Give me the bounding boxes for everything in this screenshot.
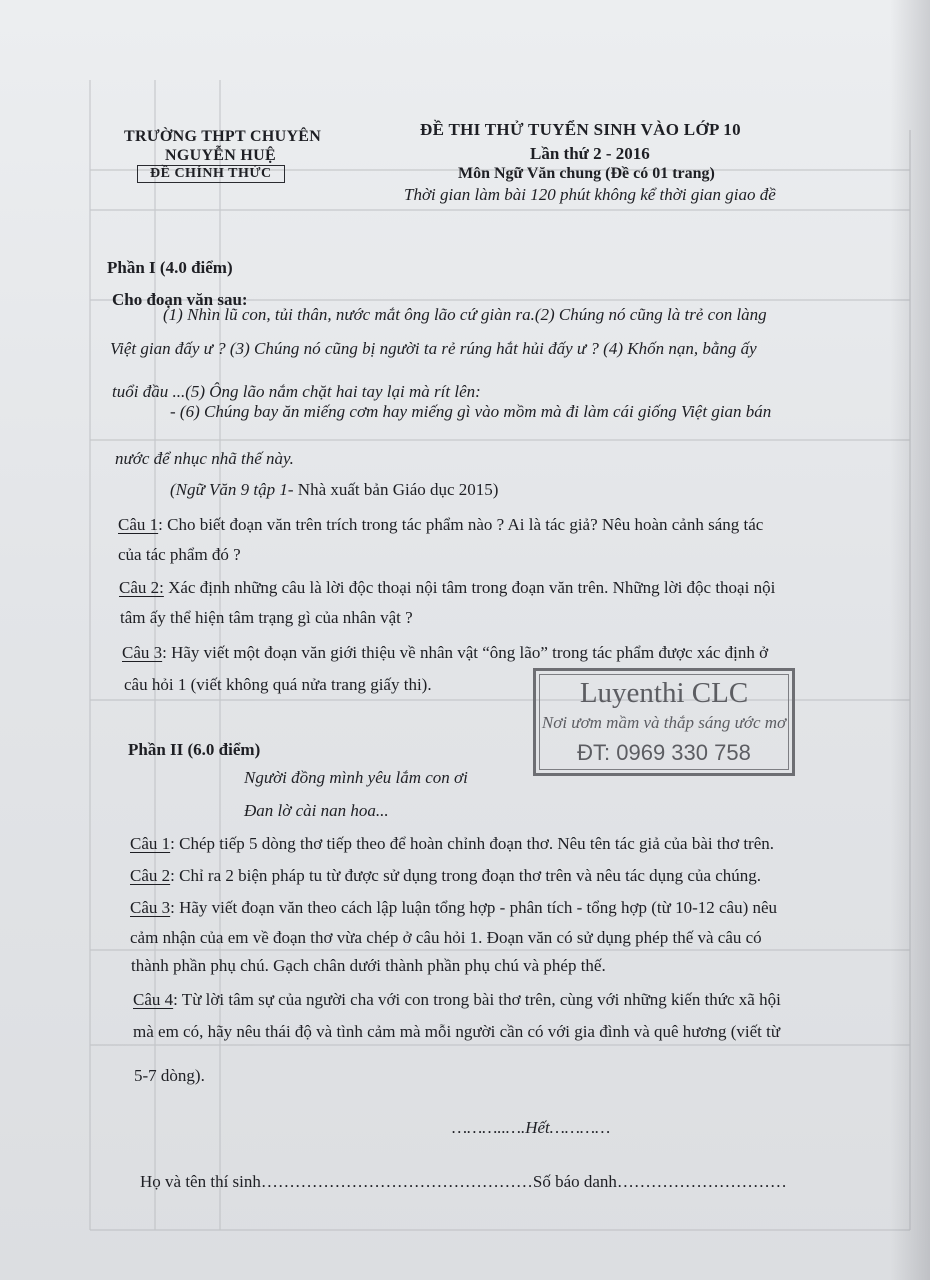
part2-question-3-cont2: thành phần phụ chú. Gạch chân dưới thành phần phụ chú và phép thế.: [131, 956, 606, 975]
stamp-name: Luyenthi CLC: [579, 677, 749, 709]
question-text: : Hãy viết một đoạn văn giới thiệu về nhân vật “ông lão” trong tác phẩm được xác định ở: [162, 643, 769, 662]
passage-line-2: Việt gian đấy ư ? (3) Chúng nó cũng bị người ta rẻ rúng hắt hủi đấy ư ? (4) Khốn nạn, bằng ấy: [110, 339, 757, 358]
question-label: Câu 2:: [119, 578, 164, 597]
poem-line-2: Đan lờ cài nan hoa...: [244, 801, 389, 820]
exam-attempt: Lần thứ 2 - 2016: [530, 144, 650, 163]
question-label: Câu 1: [118, 515, 159, 534]
part2-question-2: [130, 866, 761, 886]
poem-line-1: Người đồng mình yêu lắm con ơi: [244, 768, 468, 787]
question-text: : Chỉ ra 2 biện pháp tu từ được sử dụng trong đoạn thơ trên và nêu tác dụng của chúng.: [170, 866, 762, 885]
passage-source: [170, 480, 498, 500]
school-name-line2: NGUYỄN HUỆ: [165, 147, 277, 164]
question-label: Câu 3: [122, 643, 163, 662]
part2-question-3-cont: cảm nhận của em về đoạn thơ vừa chép ở câu hỏi 1. Đoạn văn có sử dụng phép thế và câu có: [130, 928, 762, 947]
part1-question-3: [122, 643, 768, 663]
exam-title: ĐỀ THI THỬ TUYỂN SINH VÀO LỚP 10: [420, 120, 741, 139]
source-publisher: - Nhà xuất bản Giáo dục 2015): [287, 480, 499, 499]
passage-line-5: nước để nhục nhã thế này.: [115, 449, 294, 468]
stamp-phone: ĐT: 0969 330 758: [577, 740, 751, 765]
part1-heading: Phần I (4.0 điểm): [107, 258, 233, 277]
part2-question-4-cont2: 5-7 dòng).: [134, 1066, 205, 1085]
part2-question-1: [130, 834, 774, 854]
question-text: Xác định những câu là lời độc thoại nội tâm trong đoạn văn trên. Những lời độc thoại nội: [163, 578, 776, 597]
part2-heading: Phần II (6.0 điểm): [128, 740, 261, 759]
source-book: (Ngữ Văn 9 tập 1: [170, 480, 288, 499]
question-text: : Cho biết đoạn văn trên trích trong tác phẩm nào ? Ai là tác giả? Nêu hoàn cảnh sáng tác: [158, 515, 764, 534]
candidate-info-line: Họ và tên thí sinh…………………………………………Số báo danh…………………………: [140, 1172, 787, 1191]
end-marker: ………..….Hết…………: [452, 1118, 611, 1137]
question-text: : Chép tiếp 5 dòng thơ tiếp theo để hoàn chỉnh đoạn thơ. Nêu tên tác giả của bài thơ trên.: [170, 834, 775, 853]
question-text: : Từ lời tâm sự của người cha với con trong bài thơ trên, cùng với những kiến thức xã hội: [173, 990, 781, 1009]
part1-question-2-cont: tâm ấy thể hiện tâm trạng gì của nhân vật ?: [120, 608, 413, 627]
exam-subject: Môn Ngữ Văn chung (Đề có 01 trang): [458, 165, 715, 182]
official-badge: ĐỀ CHÍNH THỨC: [137, 165, 285, 183]
school-name-line1: TRƯỜNG THPT CHUYÊN: [124, 128, 322, 145]
part2-question-4-cont: mà em có, hãy nêu thái độ và tình cảm mà mỗi người cần có với gia đình và quê hương (viết từ: [133, 1022, 781, 1041]
page-edge-shadow: [890, 0, 930, 1280]
part2-question-4: [133, 990, 781, 1010]
question-label: Câu 1: [130, 834, 171, 853]
question-label: Câu 4: [133, 990, 174, 1009]
stamp-slogan: Nơi ươm mầm và thắp sáng ước mơ: [541, 713, 787, 732]
part2-question-3: [130, 898, 777, 918]
passage-line-4: - (6) Chúng bay ăn miếng cơm hay miếng gì vào mồm mà đi làm cái giống Việt gian bán: [170, 402, 772, 421]
part1-question-2: [119, 578, 775, 598]
question-label: Câu 2: [130, 866, 171, 885]
question-text: : Hãy viết đoạn văn theo cách lập luận tổng hợp - phân tích - tổng hợp (từ 10-12 câu) nêu: [170, 898, 778, 917]
part1-question-1: [118, 515, 763, 535]
passage-line-3: tuổi đầu ...(5) Ông lão nắm chặt hai tay lại mà rít lên:: [112, 382, 481, 401]
part1-question-1-cont: của tác phẩm đó ?: [118, 545, 241, 564]
passage-line-1: (1) Nhìn lũ con, tủi thân, nước mắt ông lão cứ giàn ra.(2) Chúng nó cũng là trẻ con làng: [163, 305, 767, 324]
exam-duration: Thời gian làm bài 120 phút không kể thời gian giao đề: [404, 185, 776, 204]
part1-question-3-cont: câu hỏi 1 (viết không quá nửa trang giấy thi).: [124, 675, 432, 694]
part1-intro: Cho đoạn văn sau:: [112, 290, 248, 309]
tutoring-center-stamp: [533, 668, 795, 776]
question-label: Câu 3: [130, 898, 171, 917]
